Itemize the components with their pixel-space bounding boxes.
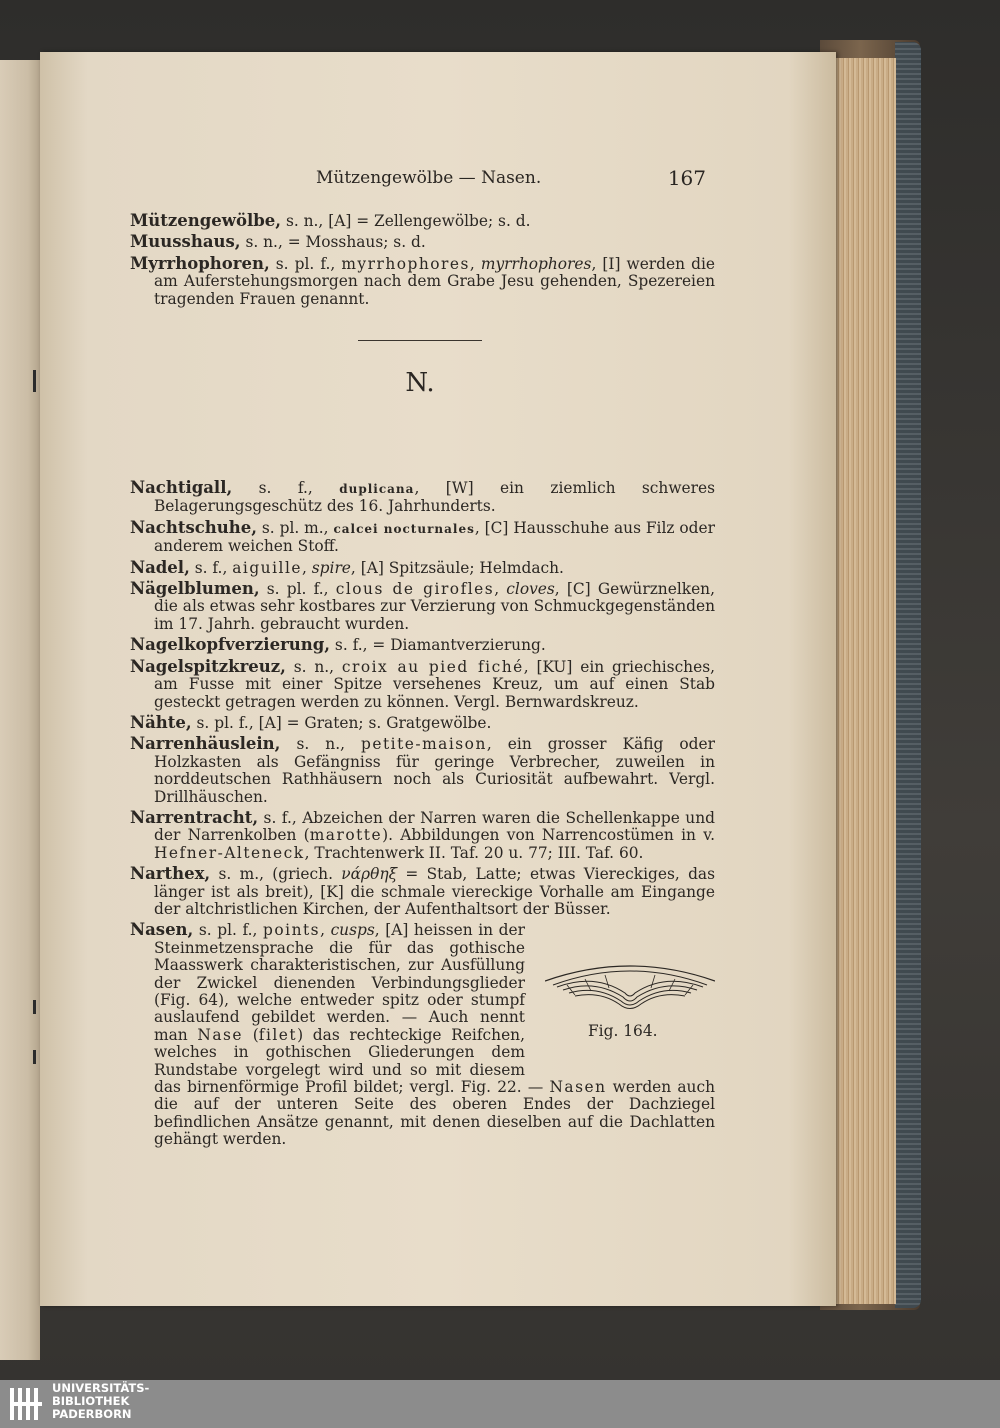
entry-text: s. f., Abzeichen der Narren waren die Schellenkappe und der Narrenkolben ( [154, 808, 715, 845]
page-number: 167 [667, 166, 706, 190]
figure-caption: Fig. 164. [588, 1022, 658, 1040]
entry [130, 255, 715, 308]
entry [130, 559, 715, 577]
entry-text: s. pl. m., [257, 518, 334, 537]
headword: Nägelblumen, [130, 579, 260, 599]
entry-text: s. n., [280, 735, 362, 754]
french-term: myrrhophores [341, 254, 470, 273]
headword: Muusshaus, [130, 232, 241, 252]
figure-cusp-illustration [545, 955, 715, 1075]
entry-text: s. n., [285, 657, 342, 676]
entry-text: , [301, 558, 312, 577]
english-term: myrrhophores [480, 254, 592, 273]
entry-text: , [C] Hausschuhe aus Filz oder anderem weichen Stoff. [154, 518, 715, 556]
french-term: clous de girofles [335, 580, 495, 599]
entry-text: , [A] Spitzsäule; Helmdach. [350, 558, 564, 577]
greek-term: νάρθηξ [341, 865, 398, 884]
entry-text: s. n., = Mosshaus; s. d. [240, 233, 426, 252]
entry-text: , [469, 254, 481, 273]
entry-text: s. f., = Diamantverzierung. [330, 636, 546, 655]
entry-text: , ein grosser Käfig oder Holzkasten als Gefängniss für geringe Verbrecher, zuweilen in norddeutschen Rathhäusern noch als Curiosität aufbewahrt. Vergl. Drillhäuschen. [154, 735, 715, 806]
headword: Narthex, [130, 864, 211, 884]
page-mark [33, 1000, 36, 1014]
headword: Nähte, [130, 712, 192, 732]
entry-text: , [W] ein ziemlich schweres Belagerungsgeschütz des 16. Jahrhunderts. [154, 479, 715, 516]
headword: Narrentracht, [130, 807, 259, 827]
entry-text: ) das rechteckige Reifchen, welches in gothischen Gliederungen dem Rundstabe vorgelegt wird und so mit diesem das birnenförmige Profil bildet; vergl. Fig. 22. — [154, 1025, 550, 1097]
entry-text: s. pl. f., [A] = Graten; s. Gratgewölbe. [191, 713, 492, 732]
french-term: aiguille [232, 558, 302, 577]
entry-text: ( [243, 1025, 259, 1044]
entry [130, 714, 715, 732]
running-header [316, 166, 706, 192]
entry [130, 865, 715, 918]
library-logo-icon [6, 1384, 46, 1424]
entry-text: = Stab, Latte; etwas Viereckiges, das länger ist als breit), [K] die schmale viereckige Vorhalle am Eingange der altchristlichen Kirchen, der Aufenthaltsort der Büsser. [154, 865, 716, 918]
entry-text: ). Abbildungen von Narrencostümen in v. [382, 826, 715, 845]
latin-term: duplicana [339, 482, 415, 497]
entry-text: s. pl. f., [193, 921, 264, 940]
latin-term: calcei nocturnales [333, 521, 475, 536]
entry [130, 735, 715, 806]
headword: Nadel, [130, 557, 190, 577]
footer-bar [0, 1380, 1000, 1428]
entry [130, 212, 715, 230]
entry-text: s. pl. f., [259, 580, 336, 599]
entry-text: , Trachtenwerk II. Taf. 20 u. 77; III. Taf. 60. [304, 843, 644, 862]
french-term: filet [258, 1025, 298, 1044]
entry-text: , [C] Gewürznelken, die als etwas sehr kostbares zur Verzierung von Schmuckgegenständen im 17. Jahrh. gebraucht wurden. [154, 580, 715, 633]
spaced-term: Nasen [549, 1078, 607, 1097]
section-divider [358, 340, 482, 341]
author-name: Hefner-Alteneck [154, 843, 305, 862]
entry-text: s. f., [189, 558, 233, 577]
entry-text: , [I] werden die am Auferstehungsmorgen nach dem Grabe Jesu gehenden, Spezereien tragenden Frauen genannt. [154, 254, 715, 308]
headword: Narrenhäuslein, [130, 734, 281, 754]
entry-text: , [494, 580, 507, 599]
headword: Nasen, [130, 920, 194, 940]
english-term: cloves [506, 580, 555, 599]
headword: Nagelspitzkreuz, [130, 656, 286, 676]
entry-text: , [320, 921, 331, 940]
entry-text: s. n., [A] = Zellengewölbe; s. d. [281, 212, 531, 230]
library-name-line: BIBLIOTHEK [52, 1394, 130, 1408]
french-term: croix au pied fiché [341, 657, 524, 676]
entry [130, 658, 715, 711]
entry-text: , [KU] ein griechisches, am Fusse mit einer Spitze versehenes Kreuz, um auf einen Stab gesteckt getragen werden zu können. Vergl. Bernwardskreuz. [154, 657, 715, 711]
headword: Nachtschuhe, [130, 517, 258, 537]
spaced-term: Nase [197, 1025, 244, 1044]
entry [130, 519, 715, 556]
french-term: petite-maison [361, 735, 487, 754]
page-mark [33, 1050, 36, 1064]
headword: Nagelkopfverzierung, [130, 635, 331, 655]
entry-text: s. pl. f., [269, 254, 342, 273]
entry-text: werden auch die auf der unteren Seite des oberen Endes der Dachziegel befindlichen Ansätze genannt, mit denen dieselben auf die Dachlatten gehängt werden. [154, 1078, 715, 1149]
french-term: marotte [309, 826, 383, 845]
entry-text: , [A] heissen in der Steinmetzensprache die für das gothische Maasswerk charakteristischen, zur Ausfüllung der Zwickel dienenden Verbindungsglieder (Fig. 64), welche entweder spitz oder stumpf auslaufend gebildet werden. — Auch nennt man [154, 921, 525, 1044]
headword: Myrrhophoren, [130, 253, 270, 273]
page-mark [33, 370, 36, 392]
entry-text: s. m., (griech. [210, 865, 342, 884]
left-page-edge [0, 60, 40, 1360]
headword: Mützengewölbe, [130, 211, 282, 230]
english-term: spire [311, 558, 351, 577]
french-term: points [263, 921, 321, 940]
entry [130, 233, 715, 251]
page-block-edges [836, 58, 896, 1304]
section-letter: N. [405, 368, 435, 398]
entry [130, 580, 715, 633]
library-name-line: UNIVERSITÄTS- [52, 1381, 150, 1395]
entry [130, 636, 715, 654]
library-name-line: PADERBORN [52, 1407, 132, 1421]
header-title: Mützengewölbe — Nasen. [316, 168, 542, 188]
headword: Nachtigall, [130, 478, 233, 498]
english-term: cusps [330, 921, 375, 940]
cover-edge [895, 42, 921, 1308]
entry [130, 809, 715, 862]
entry-text: s. f., [232, 479, 340, 498]
library-name [52, 1382, 149, 1421]
entry [130, 479, 715, 516]
